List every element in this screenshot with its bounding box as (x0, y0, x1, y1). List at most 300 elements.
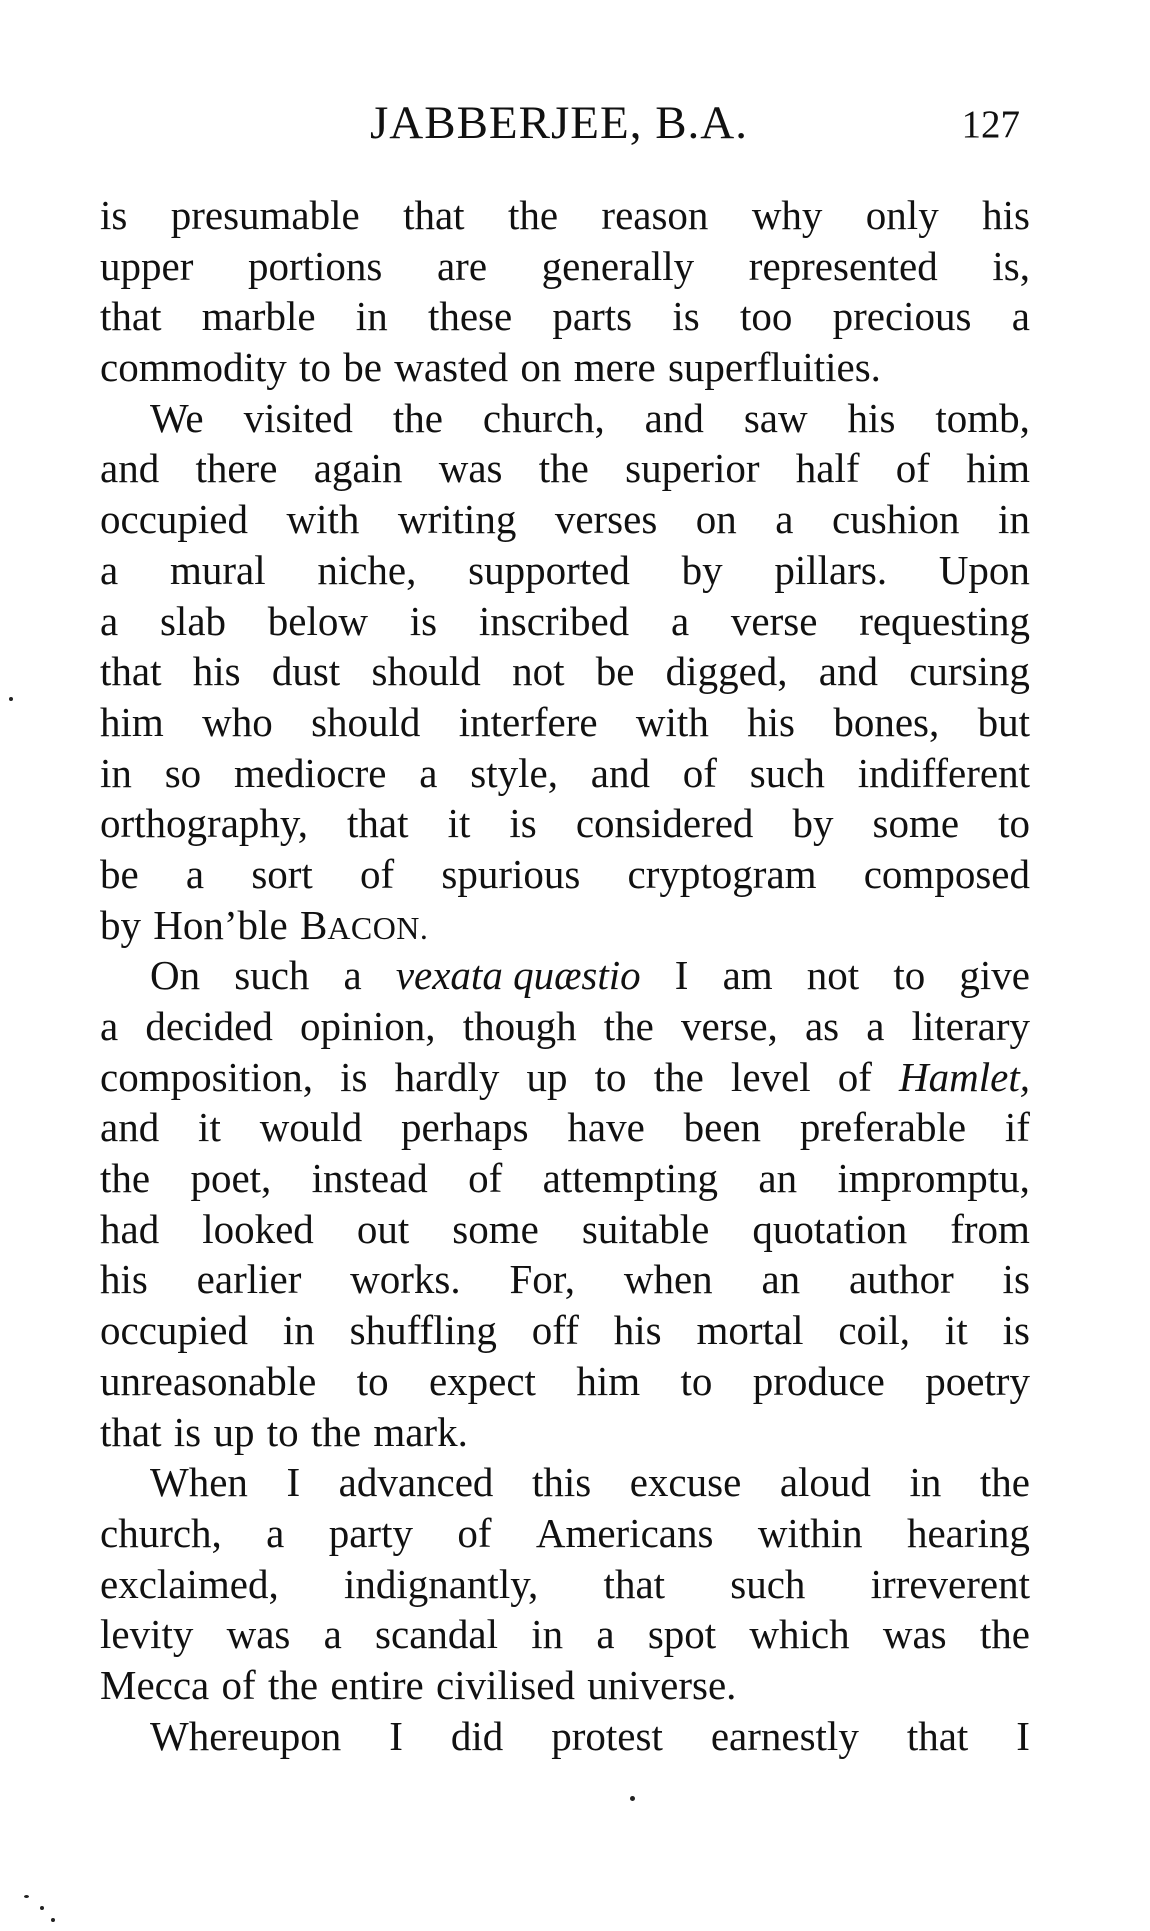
word (360, 849, 394, 900)
word-text: a (596, 1611, 615, 1658)
word (448, 798, 471, 849)
word-text: half (795, 445, 860, 492)
word (740, 291, 792, 342)
word (170, 545, 266, 596)
word (604, 1001, 654, 1052)
word-text: the (392, 394, 443, 441)
word (1003, 1305, 1030, 1356)
word-text: in (100, 749, 132, 796)
word-text: out (356, 1205, 410, 1252)
word (100, 291, 161, 342)
word (403, 190, 464, 241)
word-text: hardly (394, 1053, 500, 1100)
word-text: digged, (665, 648, 788, 695)
word-text: him (576, 1357, 641, 1404)
word-text: his (847, 394, 896, 441)
paragraph (100, 1457, 1030, 1710)
word-text: Mecca (100, 1661, 210, 1708)
word-text: these (427, 293, 513, 340)
word-text: the (979, 1611, 1030, 1658)
word-text: it (198, 1104, 221, 1151)
word-text: We (150, 394, 204, 441)
word (604, 1559, 665, 1610)
text-line (100, 1305, 1030, 1356)
print-speck (9, 697, 13, 701)
word-text: niche, (317, 546, 417, 593)
word (696, 494, 737, 545)
word-text: perhaps (401, 1104, 529, 1151)
word (935, 393, 1030, 444)
word-text: the (268, 1661, 319, 1708)
word-text: as (804, 1003, 840, 1049)
word-text: a (866, 1003, 885, 1049)
word-text: the (100, 1155, 151, 1202)
word-text: scandal (375, 1611, 498, 1658)
word (998, 494, 1030, 545)
word (731, 596, 818, 647)
word-text: is (409, 597, 438, 644)
word (758, 1508, 863, 1559)
word (682, 545, 723, 596)
text-line (100, 849, 1030, 900)
word (805, 1001, 839, 1052)
word (587, 1660, 736, 1711)
word-text: commodity (100, 344, 287, 391)
word (100, 798, 308, 849)
word (100, 545, 118, 596)
word-text: level (730, 1053, 811, 1100)
word (251, 849, 313, 900)
word (457, 1508, 491, 1559)
word-text: visited (243, 394, 353, 441)
word (671, 596, 689, 647)
word (300, 900, 428, 951)
word-text: entire (330, 1661, 424, 1708)
word (582, 1204, 710, 1255)
word (508, 190, 558, 241)
word (463, 1001, 577, 1052)
word-text: some (452, 1205, 539, 1252)
word-text: that (403, 192, 465, 238)
word (866, 190, 939, 241)
word-text: spot (647, 1611, 717, 1658)
text-line (100, 393, 1030, 444)
word (429, 1356, 536, 1407)
word (536, 1508, 714, 1559)
word (244, 393, 353, 444)
word (267, 1407, 299, 1458)
word (552, 291, 632, 342)
word-text: decided (145, 1003, 273, 1049)
word-text: indignantly, (343, 1560, 539, 1607)
word-text: reason (601, 192, 709, 238)
word (1012, 291, 1030, 342)
word (100, 596, 118, 647)
word-text: precious (832, 293, 972, 340)
word (749, 1609, 849, 1660)
text-line (100, 190, 1030, 241)
word-text: is (1002, 1256, 1030, 1303)
text-line (100, 545, 1030, 596)
word-text: a (775, 496, 794, 543)
text-line (100, 1407, 1030, 1458)
word-text: the (603, 1003, 654, 1049)
word-text: in (282, 1307, 315, 1354)
word (165, 748, 201, 799)
word (100, 1356, 316, 1407)
word (711, 1711, 859, 1762)
word-text: that (100, 1408, 162, 1455)
word (796, 443, 860, 494)
word-text: considered (575, 800, 754, 847)
word-text: occupied (100, 496, 248, 543)
word (436, 1660, 575, 1711)
word (520, 342, 561, 393)
word-text: mortal (696, 1307, 804, 1354)
word (666, 646, 788, 697)
word (873, 798, 960, 849)
word (866, 1001, 884, 1052)
word (286, 494, 359, 545)
word (833, 697, 939, 748)
word (539, 443, 589, 494)
word (551, 1711, 663, 1762)
text-line (100, 1153, 1030, 1204)
page-header (100, 96, 1030, 156)
word-text: dust (271, 648, 341, 695)
text-line (100, 241, 1030, 292)
word (100, 443, 159, 494)
word-text: advanced (338, 1459, 494, 1506)
word (452, 1204, 539, 1255)
word-text: vexata quæstio (395, 952, 641, 999)
word (966, 443, 1030, 494)
word-text: Hamlet, (899, 1053, 1030, 1100)
word (883, 1609, 947, 1660)
word (344, 1559, 538, 1610)
word (375, 1609, 498, 1660)
word-text: mediocre (233, 749, 387, 796)
text-line (100, 1204, 1030, 1255)
word-text: poet, (190, 1155, 272, 1202)
word (601, 190, 708, 241)
text-line (100, 1609, 1030, 1660)
word-text: shuffling (349, 1307, 497, 1354)
word (100, 1254, 148, 1305)
text-line (100, 1711, 1030, 1762)
text-line (100, 291, 1030, 342)
word-text: unreasonable (100, 1357, 317, 1404)
word-text: is (340, 1053, 368, 1100)
word (945, 1305, 968, 1356)
word-text: When (150, 1459, 248, 1506)
text-line (100, 1559, 1030, 1610)
word (912, 1001, 1030, 1052)
word-text: though (462, 1003, 577, 1049)
word-text: Upon (938, 546, 1030, 593)
word-text: is (509, 800, 537, 847)
word-text: mere (573, 344, 656, 391)
word (100, 1001, 118, 1052)
word-text: on (520, 344, 562, 391)
word-text: his (613, 1307, 662, 1354)
word-text: church, (482, 394, 605, 441)
text-line (100, 1660, 1030, 1711)
word-text: writing (397, 496, 517, 543)
word (197, 1254, 302, 1305)
text-line (100, 443, 1030, 494)
word (100, 1559, 279, 1610)
word (213, 1407, 254, 1458)
word (832, 494, 960, 545)
word-text: that (100, 293, 162, 340)
word-text: a (670, 597, 690, 644)
word (248, 241, 382, 292)
word (939, 545, 1030, 596)
word (410, 596, 437, 647)
word-text: superfluities. (667, 344, 881, 391)
word-text: such (730, 1560, 806, 1607)
word (100, 849, 139, 900)
word (833, 291, 972, 342)
word (998, 798, 1030, 849)
word-text: works. (350, 1256, 461, 1303)
word-text: should (371, 648, 481, 695)
word (195, 443, 277, 494)
word-text: Whereupon (150, 1712, 342, 1759)
word-text: sort (251, 850, 313, 897)
word (576, 1356, 640, 1407)
word-text: a (343, 952, 362, 999)
word-text: of (895, 445, 930, 492)
word-text: when (623, 1256, 713, 1303)
word (625, 443, 759, 494)
word-text: some (872, 800, 960, 847)
word-text: in (355, 293, 388, 340)
word (396, 950, 641, 1001)
word (193, 646, 241, 697)
word (272, 646, 340, 697)
word-text: of (682, 749, 717, 796)
word (849, 1254, 954, 1305)
word (451, 1711, 503, 1762)
print-speck (630, 1796, 635, 1801)
word-text: off (531, 1307, 579, 1354)
word (512, 646, 564, 697)
word (753, 1356, 885, 1407)
word (145, 1001, 272, 1052)
word (479, 596, 629, 647)
word-text: be (343, 344, 382, 391)
word-text: suitable (581, 1205, 710, 1252)
word (775, 494, 793, 545)
word (624, 1254, 713, 1305)
word-text: to (356, 1357, 389, 1404)
word (100, 1508, 222, 1559)
word (202, 1204, 314, 1255)
word (871, 1559, 1030, 1610)
word-text: I (389, 1712, 403, 1759)
word (311, 697, 420, 748)
word (340, 1052, 367, 1103)
word-text: For, (509, 1256, 576, 1303)
body-text (100, 190, 1030, 1761)
word-text: coil, (838, 1307, 911, 1354)
word (283, 1305, 315, 1356)
word (837, 1153, 1029, 1204)
word-text: it (944, 1307, 968, 1354)
word (761, 1254, 800, 1305)
word-text: up (213, 1408, 255, 1455)
word-text: of (360, 850, 395, 897)
word-text: to (299, 344, 331, 391)
word (234, 748, 387, 799)
word-text: and (100, 1104, 160, 1151)
word (222, 1660, 256, 1711)
word-text: earnestly (710, 1712, 859, 1759)
word-text: again (313, 445, 403, 492)
word-text: his (747, 698, 796, 745)
word (896, 443, 930, 494)
word-text: requesting (859, 597, 1030, 644)
word (150, 1711, 341, 1762)
word (730, 1559, 805, 1610)
word (950, 1204, 1030, 1255)
word (100, 1305, 248, 1356)
word (527, 1052, 568, 1103)
page-number: 127 (961, 103, 1020, 146)
word-text: cushion (832, 496, 960, 543)
word-text: that (603, 1560, 666, 1607)
word-text: preferable (799, 1104, 967, 1151)
word (198, 1102, 221, 1153)
word-text: B (299, 901, 328, 948)
word-text: a (266, 1509, 285, 1556)
text-line (100, 494, 1030, 545)
word-text: too (739, 293, 793, 340)
word-text: civilised (436, 1661, 575, 1708)
word (441, 849, 580, 900)
word (595, 1052, 627, 1103)
word (723, 950, 773, 1001)
word-text: represented (748, 242, 938, 289)
word (792, 798, 833, 849)
word (150, 950, 200, 1001)
word-text: is, (992, 242, 1030, 289)
word (675, 950, 689, 1001)
word (907, 1508, 1030, 1559)
word (838, 1052, 872, 1103)
word-text: to (594, 1053, 627, 1100)
word-text: tomb, (935, 394, 1030, 441)
word (684, 1102, 761, 1153)
word-text: superior (625, 445, 760, 492)
word (992, 241, 1030, 292)
word-text: give (959, 952, 1030, 999)
text-line (100, 342, 1030, 393)
word (100, 1153, 150, 1204)
word-text: and (590, 749, 650, 796)
word-text: universe. (587, 1661, 737, 1708)
word (683, 748, 717, 799)
word (630, 1457, 742, 1508)
word (864, 849, 1030, 900)
word (1005, 1102, 1030, 1153)
word (468, 545, 630, 596)
word-text: marble (201, 293, 316, 340)
word-text: instead (311, 1155, 428, 1202)
word (567, 1102, 644, 1153)
word-text: of (221, 1661, 256, 1708)
word (925, 1356, 1030, 1407)
word (909, 1457, 941, 1508)
word (893, 950, 925, 1001)
word-text: below (267, 597, 368, 644)
word (371, 646, 480, 697)
word (394, 342, 508, 393)
text-line (100, 1356, 1030, 1407)
word (509, 1254, 575, 1305)
word-text: party (328, 1509, 413, 1556)
word-text: mural (169, 546, 266, 593)
word-text: I (286, 1459, 301, 1506)
running-title: JABBERJEE, B.A. (370, 97, 748, 149)
word (174, 1407, 201, 1458)
text-line (100, 1001, 1030, 1052)
word-text: protest (551, 1712, 663, 1759)
text-line (100, 697, 1030, 748)
word-text: cryptogram (627, 850, 817, 897)
word-text: opinion, (300, 1003, 436, 1049)
word (357, 1356, 389, 1407)
word (747, 697, 795, 748)
word (858, 748, 1030, 799)
word-text: if (1004, 1104, 1030, 1151)
word (628, 849, 817, 900)
paragraph (100, 950, 1030, 1457)
word-text: within (757, 1509, 863, 1556)
word (260, 1102, 363, 1153)
word-text: upper (100, 242, 194, 289)
word-text: was (226, 1611, 291, 1658)
word (150, 1457, 248, 1508)
word-text: a (1011, 293, 1030, 340)
text-line (100, 1052, 1030, 1103)
print-speck (51, 1918, 55, 1922)
word-text: his (982, 192, 1030, 238)
word-text: cursing (909, 648, 1030, 695)
word (848, 393, 896, 444)
word (419, 748, 437, 799)
word-text: not (806, 952, 860, 999)
word-text: which (749, 1611, 850, 1658)
word (459, 697, 598, 748)
word-text: up (526, 1053, 568, 1100)
word (591, 748, 650, 799)
word-text: inscribed (478, 597, 630, 644)
word-text: composed (863, 850, 1030, 897)
word (100, 1609, 193, 1660)
word-text: irreverent (870, 1560, 1030, 1607)
word (344, 950, 362, 1001)
word (1003, 1254, 1030, 1305)
word (681, 1001, 778, 1052)
word-text: him (100, 698, 164, 745)
word (286, 1457, 300, 1508)
word (982, 190, 1030, 241)
word-text: Hon’ble (153, 901, 288, 948)
word-text: have (567, 1104, 645, 1151)
